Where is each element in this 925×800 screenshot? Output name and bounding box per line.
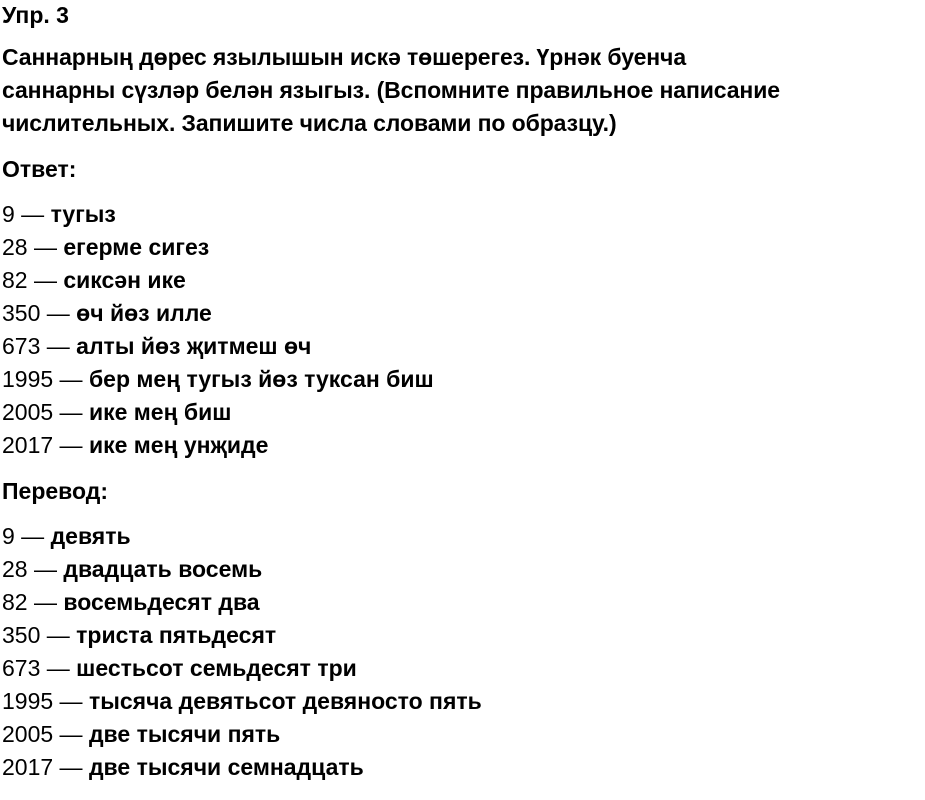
answer-item <box>2 264 923 297</box>
number-in-words: бер мең тугыз йөз туксан биш <box>88 366 434 392</box>
translation-item <box>2 718 923 751</box>
exercise-title: Упр. 3 <box>2 2 69 28</box>
number: 2017 <box>2 432 54 458</box>
number: 82 <box>2 267 28 293</box>
answer-heading: Ответ: <box>2 156 77 182</box>
number-in-words: две тысячи пять <box>88 721 281 747</box>
separator: — <box>40 333 77 359</box>
number: 82 <box>2 589 28 615</box>
separator: — <box>27 267 64 293</box>
number-in-words: тугыз <box>50 201 116 227</box>
number: 1995 <box>2 688 54 714</box>
number: 2017 <box>2 754 54 780</box>
separator: — <box>27 589 64 615</box>
number: 2005 <box>2 399 54 425</box>
number-in-words: егерме сигез <box>63 234 210 260</box>
number-in-words: тысяча девятьсот девяносто пять <box>88 688 482 714</box>
separator: — <box>53 754 89 780</box>
task-line: числительных. Запишите числа словами по образцу.) <box>2 110 617 136</box>
answer-item <box>2 429 923 462</box>
separator: — <box>53 432 89 458</box>
answer-item <box>2 363 923 396</box>
translation-heading: Перевод: <box>2 478 109 504</box>
number-in-words: өч йөз илле <box>76 300 212 326</box>
separator: — <box>53 399 89 425</box>
number: 28 <box>2 234 28 260</box>
number: 9 <box>2 201 15 227</box>
translation-item <box>2 520 923 553</box>
task-line: саннарны сүзләр белән языгыз. (Вспомните правильное написание <box>2 77 780 103</box>
task-instructions <box>2 41 923 140</box>
number-in-words: ике мең биш <box>88 399 232 425</box>
answer-item <box>2 396 923 429</box>
number: 1995 <box>2 366 54 392</box>
translation-item <box>2 685 923 718</box>
separator: — <box>40 622 77 648</box>
answer-list <box>2 198 923 462</box>
number-in-words: триста пятьдесят <box>76 622 277 648</box>
number: 28 <box>2 556 28 582</box>
number-in-words: двадцать восемь <box>63 556 263 582</box>
task-line: Саннарның дөрес язылышын искә төшерегез. Үрнәк буенча <box>2 44 687 70</box>
number: 9 <box>2 523 15 549</box>
translation-item <box>2 652 923 685</box>
translation-item <box>2 553 923 586</box>
number-in-words: сиксән ике <box>63 267 186 293</box>
number-in-words: шестьсот семьдесят три <box>76 655 357 681</box>
separator: — <box>27 234 64 260</box>
number-in-words: две тысячи семнадцать <box>88 754 364 780</box>
separator: — <box>53 366 89 392</box>
answer-item <box>2 330 923 363</box>
separator: — <box>27 556 64 582</box>
translation-item <box>2 619 923 652</box>
separator: — <box>14 201 51 227</box>
separator: — <box>14 523 51 549</box>
answer-item <box>2 297 923 330</box>
number-in-words: девять <box>50 523 131 549</box>
separator: — <box>40 300 77 326</box>
translation-item <box>2 586 923 619</box>
separator: — <box>40 655 77 681</box>
number: 673 <box>2 655 41 681</box>
answer-item <box>2 231 923 264</box>
number: 350 <box>2 622 41 648</box>
number: 673 <box>2 333 41 359</box>
number-in-words: ике мең унҗиде <box>88 432 269 458</box>
translation-item <box>2 751 923 784</box>
translation-list <box>2 520 923 784</box>
number-in-words: восемьдесят два <box>63 589 260 615</box>
number-in-words: алты йөз җитмеш өч <box>76 333 312 359</box>
number: 350 <box>2 300 41 326</box>
exercise-page <box>2 0 923 784</box>
separator: — <box>53 721 89 747</box>
answer-item <box>2 198 923 231</box>
separator: — <box>53 688 89 714</box>
number: 2005 <box>2 721 54 747</box>
